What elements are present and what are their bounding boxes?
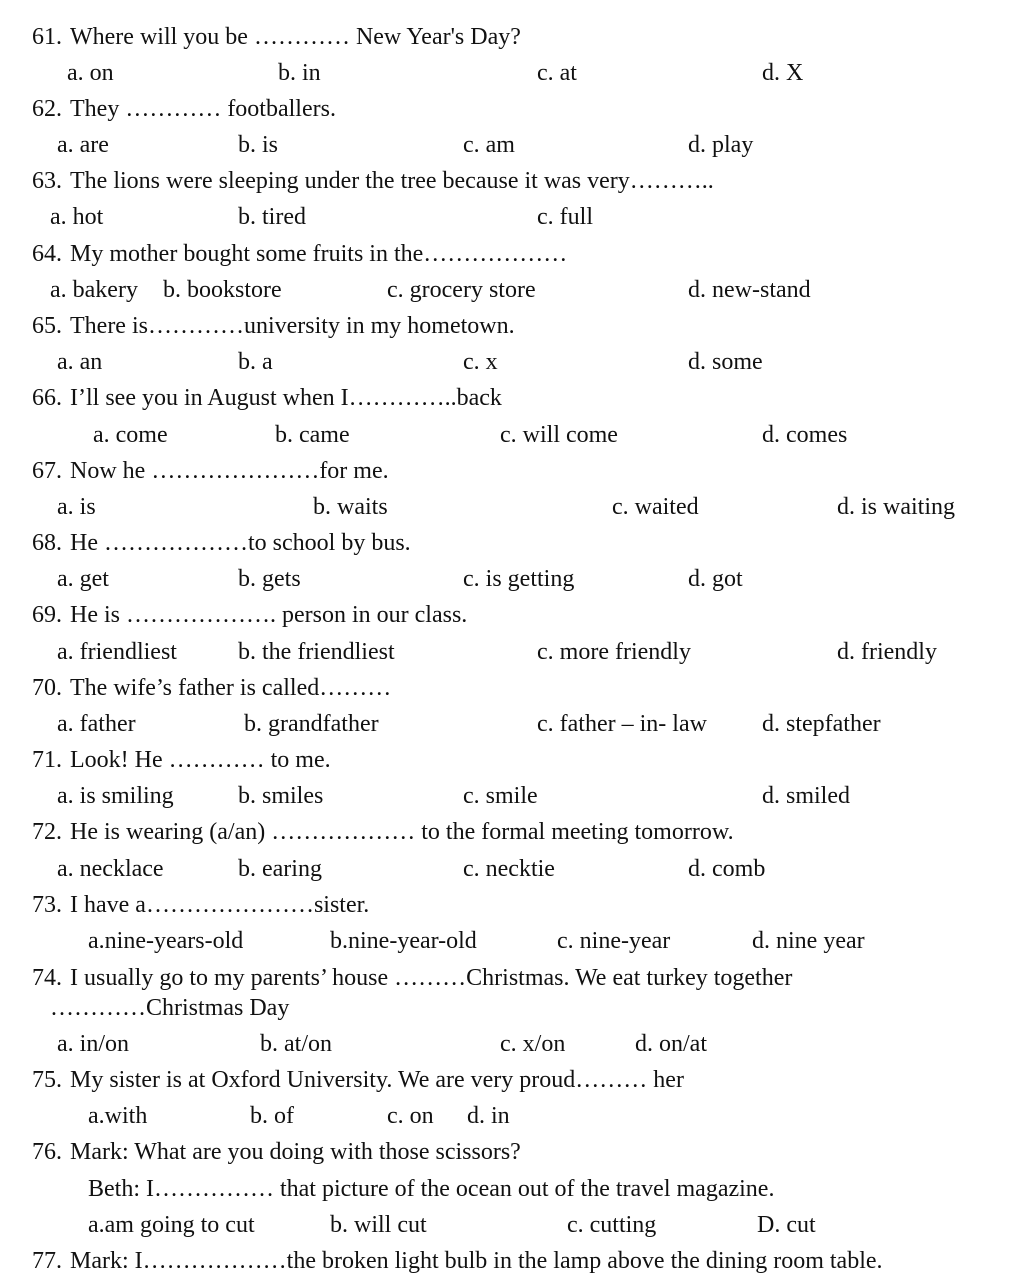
question-number: 74.: [32, 965, 62, 991]
option-61-c: c. at: [537, 60, 577, 86]
question-75: [32, 1065, 684, 1095]
question-stem: Look! He ………… to me.: [70, 747, 331, 773]
question-stem: He is ………………. person in our class.: [70, 602, 468, 628]
question-74: [32, 963, 792, 993]
option-66-a: a. come: [93, 422, 168, 448]
option-68-c: c. is getting: [463, 566, 575, 592]
option-65-d: d. some: [688, 349, 763, 375]
option-75-b: b. of: [250, 1103, 294, 1129]
question-62: [32, 94, 336, 124]
option-71-a: a. is smiling: [57, 783, 174, 809]
option-72-c: c. necktie: [463, 856, 555, 882]
option-62-d: d. play: [688, 132, 754, 158]
option-73-d: d. nine year: [752, 928, 865, 954]
option-62-c: c. am: [463, 132, 515, 158]
option-73-b: b.nine-year-old: [330, 928, 477, 954]
option-75-c: c. on: [387, 1103, 434, 1129]
option-68-a: a. get: [57, 566, 109, 592]
question-64: [32, 239, 567, 269]
question-stem: Where will you be ………… New Year's Day?: [70, 24, 521, 50]
option-64-a: a. bakery: [50, 277, 138, 303]
question-stem: Now he …………………for me.: [70, 458, 389, 484]
option-65-a: a. an: [57, 349, 103, 375]
option-67-a: a. is: [57, 494, 96, 520]
question-stem: My mother bought some fruits in the………………: [70, 241, 568, 267]
option-61-d: d. X: [762, 60, 804, 86]
question-73: [32, 890, 369, 920]
option-75-d: d. in: [467, 1103, 510, 1129]
question-number: 62.: [32, 96, 62, 122]
question-number: 66.: [32, 385, 62, 411]
option-66-b: b. came: [275, 422, 350, 448]
option-64-c: c. grocery store: [387, 277, 536, 303]
question-stem: I have a…………………sister.: [70, 892, 370, 918]
option-67-c: c. waited: [612, 494, 699, 520]
option-71-b: b. smiles: [238, 783, 324, 809]
question-stem: The wife’s father is called………: [70, 675, 392, 701]
option-67-d: d. is waiting: [837, 494, 955, 520]
option-72-a: a. necklace: [57, 856, 164, 882]
question-77: [32, 1246, 883, 1276]
question-74-continuation: …………Christmas Day: [50, 995, 290, 1021]
question-number: 67.: [32, 458, 62, 484]
option-64-b: b. bookstore: [163, 277, 282, 303]
option-73-a: a.nine-years-old: [88, 928, 244, 954]
question-76-dialogue: Beth: I…………… that picture of the ocean out of the travel magazine.: [88, 1176, 775, 1202]
question-65: [32, 311, 515, 341]
question-number: 70.: [32, 675, 62, 701]
question-72: [32, 817, 734, 847]
option-69-a: a. friendliest: [57, 639, 177, 665]
question-number: 69.: [32, 602, 62, 628]
option-69-b: b. the friendliest: [238, 639, 395, 665]
question-number: 63.: [32, 168, 62, 194]
option-61-b: b. in: [278, 60, 321, 86]
option-74-a: a. in/on: [57, 1031, 129, 1057]
question-number: 72.: [32, 819, 62, 845]
question-number: 77.: [32, 1248, 62, 1274]
option-67-b: b. waits: [313, 494, 388, 520]
option-68-b: b. gets: [238, 566, 301, 592]
option-65-b: b. a: [238, 349, 273, 375]
question-76: [32, 1137, 521, 1167]
question-71: [32, 745, 331, 775]
option-70-b: b. grandfather: [244, 711, 379, 737]
option-61-a: a. on: [67, 60, 114, 86]
question-stem: Mark: What are you doing with those scissors?: [70, 1139, 521, 1165]
question-number: 65.: [32, 313, 62, 339]
question-70: [32, 673, 391, 703]
question-stem: Mark: I………………the broken light bulb in the lamp above the dining room table.: [70, 1248, 883, 1274]
option-70-d: d. stepfather: [762, 711, 881, 737]
option-74-d: d. on/at: [635, 1031, 707, 1057]
question-stem: I usually go to my parents’ house ………Christmas. We eat turkey together: [70, 965, 793, 991]
question-stem: The lions were sleeping under the tree because it was very………..: [70, 168, 714, 194]
option-76-d: D. cut: [757, 1212, 816, 1238]
option-63-a: a. hot: [50, 204, 104, 230]
question-stem: He ………………to school by bus.: [70, 530, 411, 556]
option-73-c: c. nine-year: [557, 928, 671, 954]
option-64-d: d. new-stand: [688, 277, 811, 303]
option-72-d: d. comb: [688, 856, 766, 882]
option-70-a: a. father: [57, 711, 136, 737]
option-68-d: d. got: [688, 566, 743, 592]
question-number: 71.: [32, 747, 62, 773]
option-76-b: b. will cut: [330, 1212, 427, 1238]
question-number: 73.: [32, 892, 62, 918]
question-stem: I’ll see you in August when I…………..back: [70, 385, 502, 411]
option-65-c: c. x: [463, 349, 498, 375]
option-72-b: b. earing: [238, 856, 322, 882]
question-61: [32, 22, 521, 52]
option-70-c: c. father – in- law: [537, 711, 707, 737]
option-63-b: b. tired: [238, 204, 306, 230]
question-69: [32, 600, 467, 630]
option-71-c: c. smile: [463, 783, 538, 809]
question-number: 75.: [32, 1067, 62, 1093]
option-63-c: c. full: [537, 204, 593, 230]
question-number: 64.: [32, 241, 62, 267]
option-62-a: a. are: [57, 132, 109, 158]
question-number: 76.: [32, 1139, 62, 1165]
question-66: [32, 383, 502, 413]
option-66-c: c. will come: [500, 422, 618, 448]
option-76-c: c. cutting: [567, 1212, 657, 1238]
option-71-d: d. smiled: [762, 783, 850, 809]
option-75-a: a.with: [88, 1103, 148, 1129]
question-stem: He is wearing (a/an) ……………… to the formal meeting tomorrow.: [70, 819, 734, 845]
option-76-a: a.am going to cut: [88, 1212, 255, 1238]
question-stem: They ………… footballers.: [70, 96, 336, 122]
option-62-b: b. is: [238, 132, 279, 158]
question-stem: There is…………university in my hometown.: [70, 313, 515, 339]
option-69-c: c. more friendly: [537, 639, 691, 665]
question-67: [32, 456, 389, 486]
option-66-d: d. comes: [762, 422, 848, 448]
question-number: 68.: [32, 530, 62, 556]
question-number: 61.: [32, 24, 62, 50]
option-74-c: c. x/on: [500, 1031, 566, 1057]
question-stem: My sister is at Oxford University. We are very proud……… her: [70, 1067, 684, 1093]
option-69-d: d. friendly: [837, 639, 937, 665]
question-68: [32, 528, 411, 558]
question-63: [32, 166, 714, 196]
option-74-b: b. at/on: [260, 1031, 332, 1057]
